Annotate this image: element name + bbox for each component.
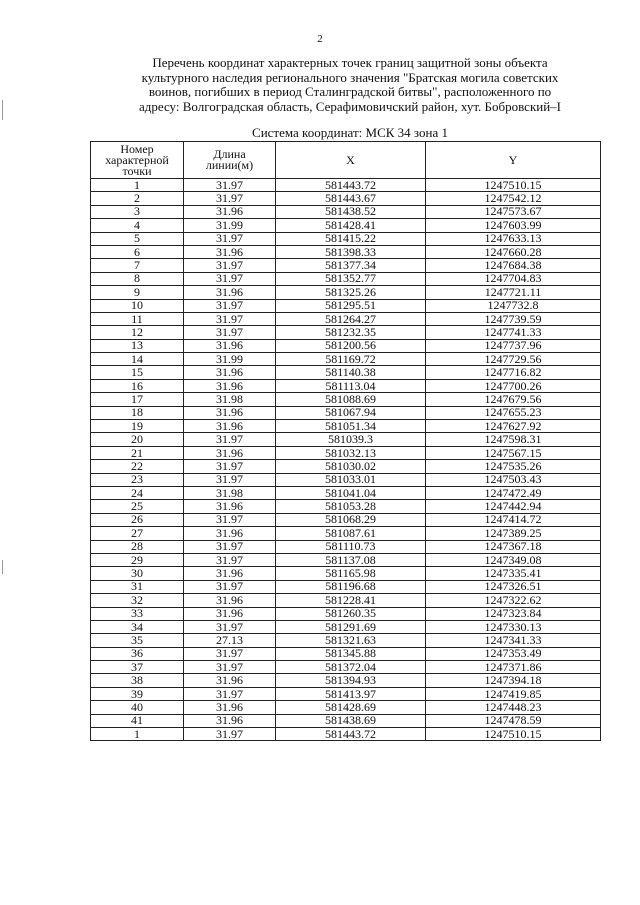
table-row [91,661,601,674]
point-number-cell: 20 [91,433,184,446]
header-text: Длина [213,147,246,161]
table-row [91,446,601,459]
y-cell: 1247684.38 [426,259,601,272]
table-row [91,379,601,392]
line-length-cell: 31.96 [184,406,276,419]
line-length-cell: 31.96 [184,701,276,714]
line-length-cell: 31.97 [184,433,276,446]
x-cell: 581110.73 [276,540,426,553]
y-cell: 1247737.96 [426,339,601,352]
point-number-cell: 2 [91,192,184,205]
x-cell: 581033.01 [276,473,426,486]
line-length-cell: 31.97 [184,661,276,674]
table-row [91,179,601,192]
table-row [91,701,601,714]
x-cell: 581165.98 [276,567,426,580]
table-row [91,312,601,325]
table-row [91,553,601,566]
x-cell: 581438.52 [276,205,426,218]
line-length-cell: 31.96 [184,446,276,459]
point-number-cell: 26 [91,513,184,526]
y-cell: 1247729.56 [426,353,601,366]
line-length-cell: 31.97 [184,647,276,660]
y-cell: 1247598.31 [426,433,601,446]
x-cell: 581345.88 [276,647,426,660]
point-number-cell: 4 [91,219,184,232]
y-cell: 1247442.94 [426,500,601,513]
y-cell: 1247371.86 [426,661,601,674]
coordinates-table [90,141,601,741]
y-cell: 1247739.59 [426,312,601,325]
point-number-cell: 23 [91,473,184,486]
line-length-cell: 31.97 [184,312,276,325]
point-number-cell: 7 [91,259,184,272]
table-row [91,339,601,352]
y-cell: 1247655.23 [426,406,601,419]
y-cell: 1247732.8 [426,299,601,312]
line-length-cell: 27.13 [184,634,276,647]
x-cell: 581428.69 [276,701,426,714]
point-number-cell: 22 [91,460,184,473]
x-cell: 581067.94 [276,406,426,419]
line-length-cell: 31.97 [184,299,276,312]
point-number-cell: 40 [91,701,184,714]
y-cell: 1247472.49 [426,486,601,499]
point-number-cell: 3 [91,205,184,218]
header-line-length [184,142,276,179]
y-cell: 1247679.56 [426,393,601,406]
point-number-cell: 1 [91,179,184,192]
point-number-cell: 5 [91,232,184,245]
line-length-cell: 31.97 [184,326,276,339]
point-number-cell: 1 [91,728,184,741]
y-cell: 1247603.99 [426,219,601,232]
point-number-cell: 38 [91,674,184,687]
x-cell: 581428.41 [276,219,426,232]
line-length-cell: 31.97 [184,473,276,486]
y-cell: 1247573.67 [426,205,601,218]
y-cell: 1247367.18 [426,540,601,553]
line-length-cell: 31.97 [184,687,276,700]
point-number-cell: 10 [91,299,184,312]
line-length-cell: 31.96 [184,339,276,352]
point-number-cell: 12 [91,326,184,339]
table-row [91,286,601,299]
y-cell: 1247448.23 [426,701,601,714]
table-row [91,687,601,700]
line-length-cell: 31.96 [184,500,276,513]
x-cell: 581325.26 [276,286,426,299]
x-cell: 581053.28 [276,500,426,513]
x-cell: 581398.33 [276,245,426,258]
point-number-cell: 33 [91,607,184,620]
point-number-cell: 18 [91,406,184,419]
margin-mark [2,100,3,120]
point-number-cell: 8 [91,272,184,285]
point-number-cell: 25 [91,500,184,513]
line-length-cell: 31.97 [184,179,276,192]
x-cell: 581041.04 [276,486,426,499]
x-cell: 581169.72 [276,353,426,366]
y-cell: 1247633.13 [426,232,601,245]
line-length-cell: 31.97 [184,272,276,285]
point-number-cell: 35 [91,634,184,647]
line-length-cell: 31.96 [184,420,276,433]
y-cell: 1247389.25 [426,527,601,540]
line-length-cell: 31.97 [184,192,276,205]
x-cell: 581039.3 [276,433,426,446]
table-row [91,272,601,285]
table-row [91,540,601,553]
y-cell: 1247322.62 [426,594,601,607]
header-y: Y [426,142,601,179]
line-length-cell: 31.98 [184,393,276,406]
x-cell: 581196.68 [276,580,426,593]
y-cell: 1247535.26 [426,460,601,473]
table-row [91,433,601,446]
x-cell: 581051.34 [276,420,426,433]
point-number-cell: 34 [91,620,184,633]
header-text: характерной [105,152,169,167]
line-length-cell: 31.97 [184,460,276,473]
point-number-cell: 9 [91,286,184,299]
table-row [91,567,601,580]
y-cell: 1247503.43 [426,473,601,486]
y-cell: 1247414.72 [426,513,601,526]
header-point-number [91,142,184,179]
x-cell: 581377.34 [276,259,426,272]
page-number: 2 [317,33,323,45]
table-row [91,366,601,379]
line-length-cell: 31.97 [184,232,276,245]
table-header-row [91,142,601,179]
line-length-cell: 31.96 [184,366,276,379]
point-number-cell: 15 [91,366,184,379]
x-cell: 581140.38 [276,366,426,379]
line-length-cell: 31.98 [184,486,276,499]
y-cell: 1247510.15 [426,179,601,192]
x-cell: 581372.04 [276,661,426,674]
x-cell: 581068.29 [276,513,426,526]
y-cell: 1247627.92 [426,420,601,433]
y-cell: 1247542.12 [426,192,601,205]
line-length-cell: 31.96 [184,714,276,727]
table-row [91,460,601,473]
table-row [91,620,601,633]
line-length-cell: 31.97 [184,540,276,553]
y-cell: 1247323.84 [426,607,601,620]
x-cell: 581088.69 [276,393,426,406]
table-row [91,674,601,687]
point-number-cell: 27 [91,527,184,540]
table-row [91,326,601,339]
y-cell: 1247700.26 [426,379,601,392]
header-text: Номер [120,141,154,156]
table-row [91,486,601,499]
document-title [90,56,610,114]
point-number-cell: 37 [91,661,184,674]
table-row [91,714,601,727]
table-row [91,205,601,218]
table-row [91,232,601,245]
x-cell: 581032.13 [276,446,426,459]
y-cell: 1247419.85 [426,687,601,700]
x-cell: 581443.67 [276,192,426,205]
table-row [91,299,601,312]
title-line: Перечень координат характерных точек границ защитной зоны объекта [152,55,548,70]
x-cell: 581413.97 [276,687,426,700]
y-cell: 1247330.13 [426,620,601,633]
x-cell: 581415.22 [276,232,426,245]
x-cell: 581228.41 [276,594,426,607]
table-row [91,353,601,366]
table-row [91,607,601,620]
header-text: линии(м) [205,158,254,172]
line-length-cell: 31.97 [184,553,276,566]
x-cell: 581443.72 [276,179,426,192]
line-length-cell: 31.96 [184,286,276,299]
line-length-cell: 31.96 [184,567,276,580]
x-cell: 581443.72 [276,728,426,741]
x-cell: 581232.35 [276,326,426,339]
x-cell: 581087.61 [276,527,426,540]
table-row [91,259,601,272]
line-length-cell: 31.97 [184,620,276,633]
table-row [91,219,601,232]
y-cell: 1247721.11 [426,286,601,299]
x-cell: 581137.08 [276,553,426,566]
table-row [91,728,601,741]
line-length-cell: 31.97 [184,580,276,593]
table-row [91,406,601,419]
point-number-cell: 28 [91,540,184,553]
y-cell: 1247349.08 [426,553,601,566]
table-row [91,634,601,647]
point-number-cell: 14 [91,353,184,366]
x-cell: 581030.02 [276,460,426,473]
point-number-cell: 31 [91,580,184,593]
point-number-cell: 39 [91,687,184,700]
line-length-cell: 31.97 [184,259,276,272]
title-line: культурного наследия регионального значения "Братская могила советских [141,69,559,85]
table-row [91,513,601,526]
y-cell: 1247704.83 [426,272,601,285]
point-number-cell: 19 [91,420,184,433]
header-x: X [276,142,426,179]
x-cell: 581352.77 [276,272,426,285]
y-cell: 1247660.28 [426,245,601,258]
table-row [91,473,601,486]
table-row [91,245,601,258]
point-number-cell: 11 [91,312,184,325]
y-cell: 1247353.49 [426,647,601,660]
y-cell: 1247478.59 [426,714,601,727]
point-number-cell: 16 [91,379,184,392]
y-cell: 1247335.41 [426,567,601,580]
point-number-cell: 30 [91,567,184,580]
line-length-cell: 31.96 [184,674,276,687]
title-line: адресу: Волгоградская область, Серафимовичский район, хут. Бобровский–I [138,98,562,114]
x-cell: 581321.63 [276,634,426,647]
line-length-cell: 31.96 [184,205,276,218]
point-number-cell: 6 [91,245,184,258]
y-cell: 1247341.33 [426,634,601,647]
table-row [91,393,601,406]
line-length-cell: 31.96 [184,245,276,258]
table-row [91,192,601,205]
coordinate-system-label: Система координат: МСК 34 зона 1 [252,125,448,140]
x-cell: 581260.35 [276,607,426,620]
margin-mark [2,560,3,574]
point-number-cell: 24 [91,486,184,499]
table-row [91,527,601,540]
x-cell: 581394.93 [276,674,426,687]
point-number-cell: 13 [91,339,184,352]
x-cell: 581264.27 [276,312,426,325]
header-text: точки [122,163,152,178]
line-length-cell: 31.96 [184,594,276,607]
y-cell: 1247741.33 [426,326,601,339]
line-length-cell: 31.99 [184,353,276,366]
point-number-cell: 36 [91,647,184,660]
y-cell: 1247326.51 [426,580,601,593]
y-cell: 1247510.15 [426,728,601,741]
line-length-cell: 31.97 [184,728,276,741]
table-row [91,580,601,593]
x-cell: 581295.51 [276,299,426,312]
line-length-cell: 31.99 [184,219,276,232]
line-length-cell: 31.96 [184,379,276,392]
point-number-cell: 41 [91,714,184,727]
y-cell: 1247567.15 [426,446,601,459]
line-length-cell: 31.97 [184,513,276,526]
table-row [91,500,601,513]
y-cell: 1247716.82 [426,366,601,379]
point-number-cell: 21 [91,446,184,459]
x-cell: 581113.04 [276,379,426,392]
point-number-cell: 29 [91,553,184,566]
x-cell: 581438.69 [276,714,426,727]
point-number-cell: 17 [91,393,184,406]
line-length-cell: 31.96 [184,607,276,620]
point-number-cell: 32 [91,594,184,607]
x-cell: 581291.69 [276,620,426,633]
table-row [91,594,601,607]
x-cell: 581200.56 [276,339,426,352]
line-length-cell: 31.96 [184,527,276,540]
y-cell: 1247394.18 [426,674,601,687]
table-row [91,647,601,660]
title-line: воинов, погибших в период Сталинградской битвы", расположенного по [148,84,552,99]
table-row [91,420,601,433]
